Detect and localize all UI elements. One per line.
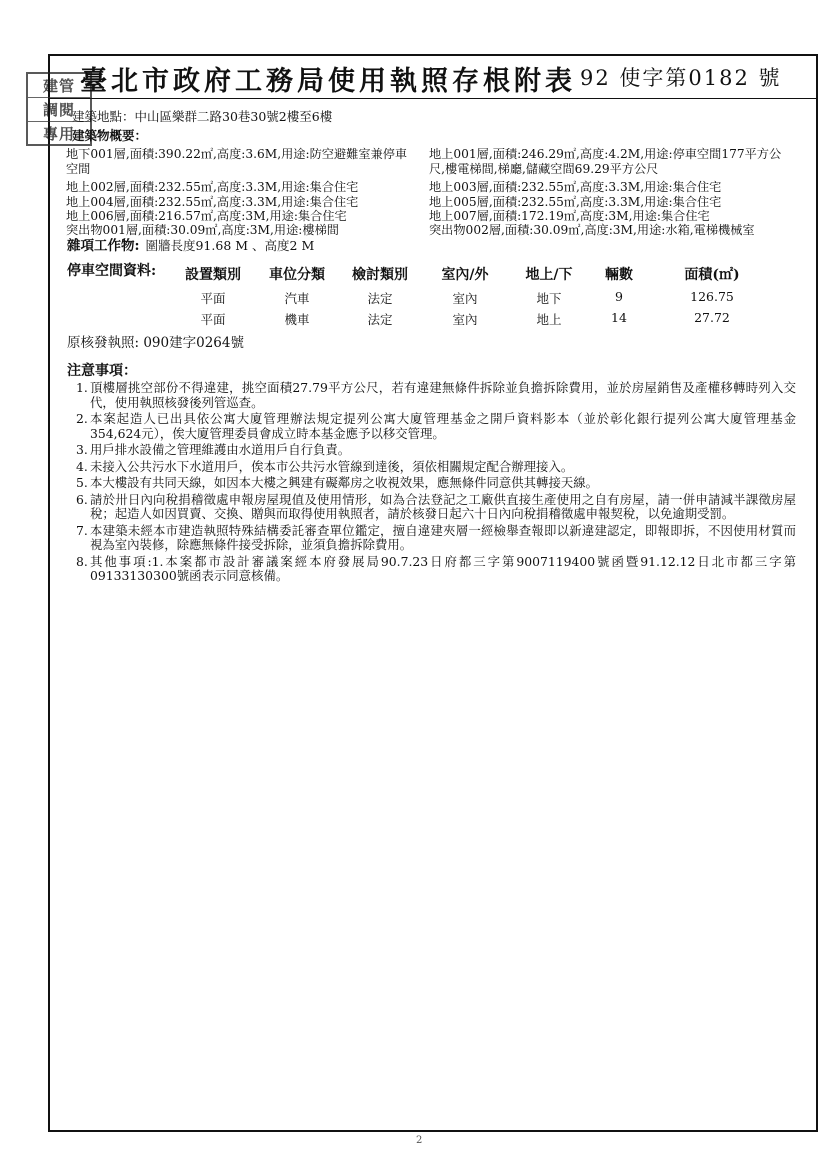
floor-line: 地上003層,面積:232.55㎡,高度:3.3M,用途:集合住宅 (429, 180, 722, 194)
building-address: 建築地點：中山區樂群二路30巷30號2樓至6樓 (72, 109, 333, 124)
note-number: 3. (76, 442, 88, 457)
parking-header-cell: 檢討類別 (352, 267, 408, 283)
floor-line: 地上005層,面積:232.55㎡,高度:3.3M,用途:集合住宅 (429, 195, 722, 209)
note-text: 請於卅日內向稅捐稽徵處申報房屋現值及使用情形，如為合法登記之工廠供直接生產使用之自有房屋，請一併申請減半課徵房屋稅；起造人如因買賣、交換、贈與而取得使用執照者，請於核發日起六十日內向稅捐稽徵處申報契稅，以免逾期受罰。 (90, 491, 796, 521)
note-number: 8. (76, 553, 88, 569)
parking-header-cell: 面積(㎡) (684, 267, 740, 283)
parking-cell: 9 (615, 289, 623, 304)
parking-label: 停車空間資料: (67, 263, 157, 279)
floor-line: 突出物001層,面積:30.09㎡,高度:3M,用途:樓梯間 (66, 223, 339, 237)
left-border-line (48, 54, 50, 1130)
floor-line: 地上002層,面積:232.55㎡,高度:3.3M,用途:集合住宅 (66, 180, 359, 194)
note-item (76, 412, 796, 441)
note-number: 1. (76, 380, 88, 395)
floor-line: 地上004層,面積:232.55㎡,高度:3.3M,用途:集合住宅 (66, 195, 359, 209)
bottom-border-line (48, 1130, 818, 1132)
floor-line: 地上007層,面積:172.19㎡,高度:3M,用途:集合住宅 (429, 209, 710, 223)
misc-work-label: 雜項工作物: (67, 238, 140, 254)
floor-line: 地上001層,面積:246.29㎡,高度:4.2M,用途:停車空間177平方公 (429, 147, 782, 161)
parking-cell: 地下 (536, 291, 562, 306)
floor-line: 空間 (66, 162, 91, 176)
floor-line: 突出物002層,面積:30.09㎡,高度:3M,用途:水箱,電梯機械室 (429, 223, 755, 237)
top-border-line (48, 54, 818, 56)
note-item (76, 476, 796, 491)
parking-header-cell: 車位分類 (269, 267, 325, 283)
parking-cell: 室內 (452, 291, 478, 306)
note-number: 2. (76, 411, 88, 426)
notes-label: 注意事項： (67, 363, 137, 379)
parking-cell: 14 (611, 310, 627, 325)
building-overview-label: 建築物概要： (72, 128, 148, 143)
note-number: 7. (76, 522, 88, 538)
floor-line: 地下001層,面積:390.22㎡,高度:3.6M,用途:防空避難室兼停車 (66, 147, 408, 161)
parking-cell: 地上 (536, 312, 562, 327)
parking-cell: 機車 (284, 312, 310, 327)
parking-header-cell: 設置類別 (185, 267, 241, 283)
floor-line: 尺,樓電梯間,梯廳,儲藏空間69.29平方公尺 (429, 162, 659, 176)
parking-header-cell: 地上/下 (525, 267, 573, 283)
original-license: 原核發執照: 090建字0264號 (67, 335, 244, 351)
note-item (76, 381, 796, 410)
title-underline (48, 98, 818, 99)
note-text: 其他事項:1.本案都市設計審議案經本府發展局90.7.23日府都三字第9007119400號函暨91.12.12日北市都三字第09133130300號函表示同意核備。 (90, 553, 796, 583)
note-text: 用戶排水設備之管理維護由水道用戶自行負責。 (90, 442, 351, 457)
parking-cell: 平面 (200, 291, 226, 306)
stamp-line-3: 專用 (42, 125, 75, 143)
parking-cell: 室內 (452, 312, 478, 327)
note-item (76, 443, 796, 458)
parking-cell: 汽車 (284, 291, 310, 306)
note-text: 本大樓設有共同天線，如因本大樓之興建有礙鄰房之收視效果，應無條件同意供其轉接天線。 (90, 475, 599, 490)
notes-list (76, 381, 796, 586)
page-mark: 2 (416, 1135, 423, 1146)
parking-cell: 法定 (367, 312, 393, 327)
parking-header-cell: 室內/外 (441, 267, 489, 283)
misc-work-row (67, 239, 314, 253)
stamp-line-2: 調閱 (42, 101, 75, 119)
note-text: 本建築未經本市建造執照特殊結構委託審查單位鑑定，擅自違建夾層一經檢舉查報即以新違建認定，即報即拆，不因使用材質而視為室內裝修，除應無條件接受拆除，並須負擔拆除費用。 (90, 522, 796, 552)
parking-cell: 126.75 (690, 289, 734, 304)
note-item (76, 555, 796, 584)
parking-cell: 平面 (200, 312, 226, 327)
note-number: 6. (76, 491, 88, 507)
note-text: 頂樓層挑空部份不得違建，挑空面積27.79平方公尺，若有違建無條件拆除並負擔拆除費用，並於房屋銷售及產權移轉時列入交代，使用執照核發後列管巡查。 (90, 380, 796, 410)
note-item (76, 493, 796, 522)
note-text: 本案起造人已出具依公寓大廈管理辦法規定提列公寓大廈管理基金之開戶資料影本（並於彰化銀行提列公寓大廈管理基金354,624元），俟大廈管理委員會成立時本基金應予以移交管理。 (90, 411, 796, 441)
note-text: 未接入公共污水下水道用戶，俟本市公共污水管線到達後，須依相關規定配合辦理接入。 (90, 458, 574, 474)
note-number: 4. (76, 458, 88, 474)
parking-cell: 法定 (367, 291, 393, 306)
parking-cell: 27.72 (694, 310, 730, 325)
note-item (76, 460, 796, 475)
stamp-line-1: 建管 (42, 77, 75, 95)
right-border-line (816, 54, 818, 1130)
page-title: 臺北市政府工務局使用執照存根附表 (80, 65, 576, 97)
note-number: 5. (76, 475, 88, 490)
note-item (76, 524, 796, 553)
document-number: 92 使字第0182 號 (580, 66, 782, 90)
misc-work-value: 圍牆長度91.68 M 、高度2 M (145, 238, 315, 253)
floor-line: 地上006層,面積:216.57㎡,高度:3M,用途:集合住宅 (66, 209, 347, 223)
parking-header-cell: 輛數 (605, 267, 633, 283)
